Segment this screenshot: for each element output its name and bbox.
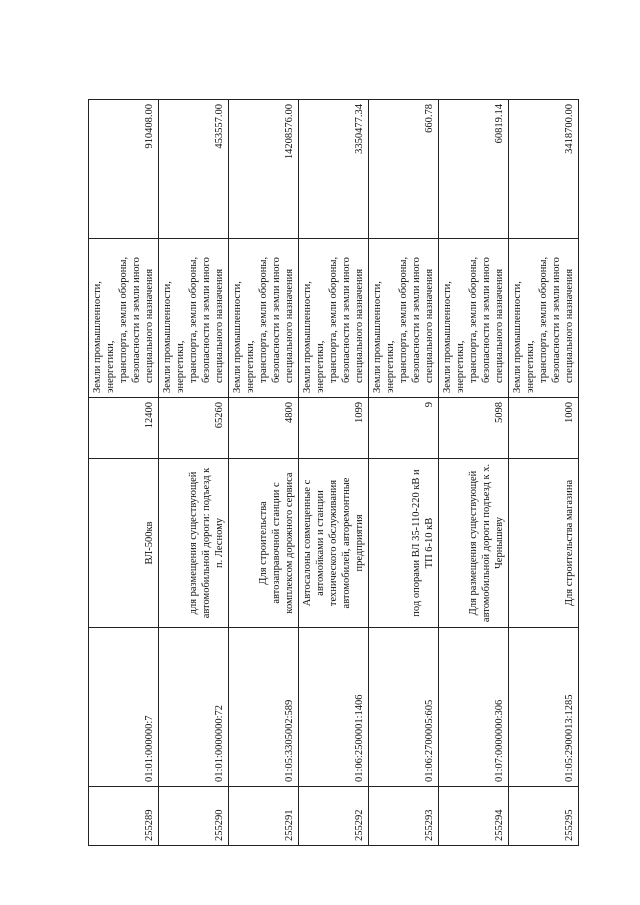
land-category-cell: [229, 239, 299, 398]
permitted-use-cell: ВЛ-500кв: [89, 459, 159, 628]
area-cell: 1099: [299, 398, 369, 459]
land-category-line: Земли промышленности, энергетики,: [162, 281, 186, 393]
table-row: [159, 100, 229, 846]
land-category-cell: [159, 239, 229, 398]
land-category-line: транспорта, земли обороны,: [328, 256, 339, 383]
cadastral-cost-cell: 60819.14: [439, 100, 509, 239]
land-category-line: транспорта, земли обороны,: [398, 256, 409, 383]
cadastral-number-cell: 01:01:0000000:72: [159, 628, 229, 787]
cadastral-cost-cell: 910408.00: [89, 100, 159, 239]
land-category-line: безопасности и земли иного: [481, 257, 492, 383]
permitted-use-cell: Для размещения существующей автомобильной дороги подъезд к х. Чернышеву: [439, 459, 509, 628]
land-category-line: безопасности и земли иного: [551, 257, 562, 383]
land-category-line: безопасности и земли иного: [201, 257, 212, 383]
table-row: [439, 100, 509, 846]
record-id-cell: 255289: [89, 787, 159, 846]
land-category-line: специального назначения: [424, 268, 435, 383]
land-category-line: безопасности и земли иного: [411, 257, 422, 383]
permitted-use-cell: Для строительства магазина: [509, 459, 579, 628]
land-category-line: безопасности и земли иного: [271, 257, 282, 383]
land-category-line: Земли промышленности, энергетики,: [92, 281, 116, 393]
land-category-line: Земли промышленности, энергетики,: [302, 281, 326, 393]
table-row: [89, 100, 159, 846]
permitted-use-cell: под опорами ВЛ 35-110-220 кВ и ТП 6-10 кВ: [369, 459, 439, 628]
area-cell: 4800: [229, 398, 299, 459]
cadastral-number-cell: 01:05:2900013:1285: [509, 628, 579, 787]
land-category-line: Земли промышленности, энергетики,: [442, 281, 466, 393]
record-id-cell: 255295: [509, 787, 579, 846]
land-category-line: транспорта, земли обороны,: [188, 256, 199, 383]
cadastral-number-cell: 01:05:3305002:589: [229, 628, 299, 787]
land-category-cell: [439, 239, 509, 398]
land-category-line: специального назначения: [494, 268, 505, 383]
cadastral-cost-cell: 14208576.00: [229, 100, 299, 239]
land-category-line: Земли промышленности, энергетики,: [372, 281, 396, 393]
land-category-line: Земли промышленности, энергетики,: [512, 281, 536, 393]
area-cell: 12400: [89, 398, 159, 459]
land-category-cell: [299, 239, 369, 398]
cadastral-cost-cell: 3350477.34: [299, 100, 369, 239]
land-category-line: безопасности и земли иного: [131, 257, 142, 383]
land-category-line: транспорта, земли обороны,: [258, 256, 269, 383]
land-category-line: специального назначения: [214, 268, 225, 383]
permitted-use-cell: для размещения существующей автомобильной дороги: подъезд к п. Лесному: [159, 459, 229, 628]
record-id-cell: 255293: [369, 787, 439, 846]
cadastral-cost-cell: 3418700.00: [509, 100, 579, 239]
land-category-line: Земли промышленности, энергетики,: [232, 281, 256, 393]
area-cell: 9: [369, 398, 439, 459]
cadastral-number-cell: 01:06:2500001:1406: [299, 628, 369, 787]
land-category-line: транспорта, земли обороны,: [118, 256, 129, 383]
rotated-page: [88, 104, 575, 846]
permitted-use-cell: Для строительства автозаправочной станции с комплексом дорожного сервиса: [229, 459, 299, 628]
cadastral-cost-cell: 660.78: [369, 100, 439, 239]
table-body: [89, 100, 579, 846]
table-row: [229, 100, 299, 846]
land-category-cell: [369, 239, 439, 398]
land-category-cell: [89, 239, 159, 398]
record-id-cell: 255294: [439, 787, 509, 846]
land-category-line: транспорта, земли обороны,: [538, 256, 549, 383]
record-id-cell: 255292: [299, 787, 369, 846]
table-row: [509, 100, 579, 846]
land-category-line: специального назначения: [144, 268, 155, 383]
table-row: [299, 100, 369, 846]
cadastral-number-cell: 01:06:2700005:605: [369, 628, 439, 787]
table-row: [369, 100, 439, 846]
land-category-cell: [509, 239, 579, 398]
land-category-line: специального назначения: [564, 268, 575, 383]
permitted-use-cell: Автосалоны совмещенные с автомойками и станции технического обслуживания автомобилей, авторемонтные предприятия: [299, 459, 369, 628]
cadastral-cost-cell: 453557.00: [159, 100, 229, 239]
land-plots-table: [88, 99, 579, 846]
cadastral-number-cell: 01:07:0000000:306: [439, 628, 509, 787]
cadastral-number-cell: 01:01:000000:7: [89, 628, 159, 787]
land-category-line: безопасности и земли иного: [341, 257, 352, 383]
land-category-line: специального назначения: [284, 268, 295, 383]
area-cell: 1000: [509, 398, 579, 459]
record-id-cell: 255290: [159, 787, 229, 846]
record-id-cell: 255291: [229, 787, 299, 846]
area-cell: 5098: [439, 398, 509, 459]
land-category-line: транспорта, земли обороны,: [468, 256, 479, 383]
area-cell: 65260: [159, 398, 229, 459]
land-category-line: специального назначения: [354, 268, 365, 383]
